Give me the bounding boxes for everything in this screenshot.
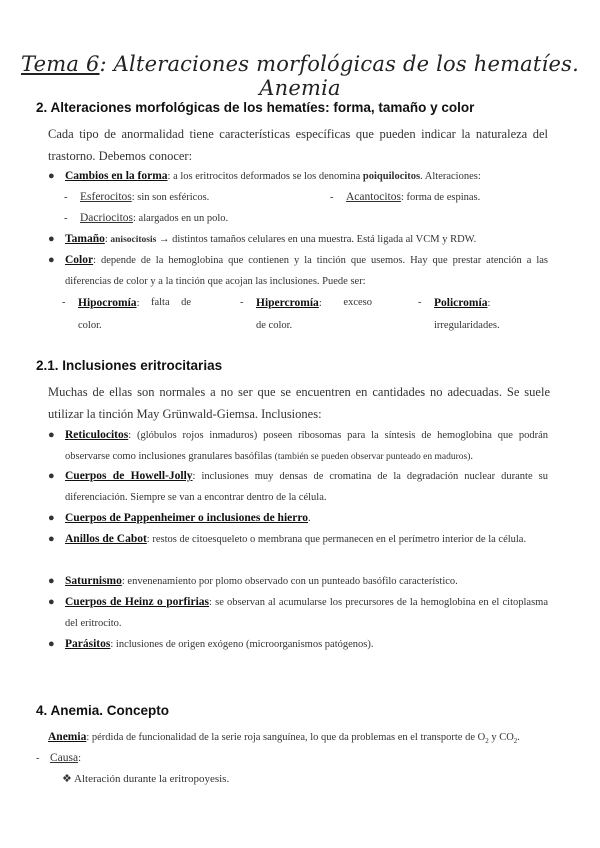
page-title (0, 52, 600, 100)
section-2-heading: 2. Alteraciones morfológicas de los hematíes: forma, tamaño y color (36, 100, 475, 115)
dash-icon: - (64, 192, 68, 203)
hipocromia-colon: : (136, 298, 140, 309)
hipocromia-cont: color. (78, 320, 102, 331)
bullet-tamano (48, 229, 548, 251)
bullet-icon: ● (48, 575, 55, 587)
tamano-text2: → distintos tamaños celulares en una muestra. Está ligada al VCM y RDW. (156, 234, 477, 245)
acantocitos-label: Acantocitos (346, 191, 401, 203)
inclusion-end: . (470, 451, 474, 462)
dash-icon: - (330, 192, 334, 203)
hipercromia-item (240, 292, 372, 337)
inclusion-item-saturnismo (48, 571, 548, 592)
inclusion-label: Reticulocitos (65, 429, 129, 441)
inclusion-label: Saturnismo (65, 575, 122, 587)
bullet-icon: ● (48, 512, 55, 524)
causa-subitem-text: Alteración durante la eritropoyesis. (74, 773, 230, 785)
policromia-item (418, 292, 544, 337)
anemia-sub1: 2 (485, 737, 489, 746)
hipercromia-label: Hipercromía (256, 297, 319, 309)
acantocitos-text: : forma de espinas. (400, 192, 481, 203)
policromia-label: Policromía (434, 297, 488, 309)
dash-icon: - (36, 753, 40, 764)
acantocitos-item (330, 187, 481, 208)
inclusion-label: Cuerpos de Heinz o porfirias (65, 596, 210, 608)
inclusion-item-reticulocitos (48, 425, 548, 468)
bullet-icon: ● (48, 533, 55, 545)
inclusion-text: : inclusiones de origen exógeno (microorganismos patógenos). (110, 639, 374, 650)
anemia-text: : pérdida de funcionalidad de la serie roja sanguínea, lo que da problemas en el transporte de O (86, 732, 486, 743)
inclusion-text: . (308, 513, 311, 524)
inclusion-label: Cuerpos de Pappenheimer o inclusiones de hierro (65, 512, 308, 524)
section-2-intro: Cada tipo de anormalidad tiene características específicas que pueden indicar la naturaleza del trastorno. Debemos conocer: (48, 127, 548, 163)
tamano-text1: : (104, 234, 111, 245)
section-2-1-heading: 2.1. Inclusiones eritrocitarias (36, 358, 223, 373)
inclusion-label: Cuerpos de Howell-Jolly (65, 470, 193, 482)
tamano-bold: anisocitosis (110, 235, 157, 245)
causa-item (36, 748, 81, 769)
bullet-icon: ● (48, 596, 55, 608)
section-2-1-intro: Muchas de ellas son normales a no ser que se encuentren en cantidades no adecuadas. Se suele utilizar la tinción May Grünwald-Giemsa. Inclusiones: (48, 385, 550, 421)
inclusion-text: : restos de citoesqueleto o membrana que permanecen en el perímetro interior de la célula. (146, 534, 527, 545)
cambios-text1: : a los eritrocitos deformados se los denomina (167, 171, 363, 182)
inclusion-item-heinz (48, 592, 549, 634)
hipercromia-cont: de color. (256, 320, 293, 331)
hipocromia-label: Hipocromía (78, 297, 137, 309)
hipocromia-w3: de (181, 297, 191, 308)
cambios-text2: . Alteraciones: (420, 171, 481, 182)
inclusion-text: : inclusiones muy densas de cromatina de la degradación nuclear durante su diferenciación. Siempre se van a encontrar dentro de la célula. (65, 471, 548, 503)
title-rest: : Alteraciones morfológicas de los hematíes. Anemia (99, 52, 579, 100)
dash-icon: - (418, 297, 422, 308)
anemia-label: Anemia (48, 731, 87, 743)
hipocromia-item (62, 292, 191, 337)
bullet-icon: ● (48, 170, 55, 182)
inclusion-text: : envenenamiento por plomo observado con un punteado basófilo característico. (121, 576, 458, 587)
color-label: Color (65, 254, 94, 266)
inclusion-note: (también se pueden observar punteado en maduros) (274, 452, 471, 462)
dash-icon: - (62, 297, 66, 308)
dacriocitos-text: : alargados en un polo. (133, 213, 229, 224)
causa-subitem (62, 769, 229, 789)
bullet-icon: ● (48, 429, 55, 441)
bullet-icon: ● (48, 233, 55, 245)
esferocitos-label: Esferocitos (80, 191, 132, 203)
inclusion-label: Parásitos (65, 638, 111, 650)
anemia-mid: y CO (488, 732, 514, 743)
hipocromia-w2: falta (150, 297, 170, 308)
causa-label: Causa (50, 752, 79, 764)
diamond-bullet-icon: ❖ (62, 773, 72, 785)
hipercromia-w2: exceso (343, 297, 372, 308)
inclusion-text: : se observan al acumularse los precursores de la hemoglobina en el citoplasma del eritrocito. (65, 597, 549, 629)
inclusion-item-pappenheimer (48, 508, 548, 529)
bullet-color (48, 250, 548, 292)
esferocitos-item (64, 187, 210, 208)
inclusion-item-parasitos (48, 634, 548, 655)
dacriocitos-label: Dacriocitos (80, 212, 134, 224)
bullet-icon: ● (48, 470, 55, 482)
esferocitos-text: : sin son esféricos. (131, 192, 210, 203)
anemia-sub2: 2 (513, 737, 518, 746)
policromia-colon: : (487, 298, 491, 309)
inclusion-item-howell-jolly (48, 466, 548, 508)
causa-colon: : (78, 753, 82, 764)
inclusion-item-cabot (48, 529, 548, 550)
bullet-icon: ● (48, 638, 55, 650)
cambios-label: Cambios en la forma (65, 170, 168, 182)
title-prefix: Tema 6 (21, 52, 100, 76)
bullet-icon: ● (48, 254, 55, 266)
bullet-cambios (48, 166, 548, 187)
inclusion-label: Anillos de Cabot (65, 533, 147, 545)
tamano-label: Tamaño (65, 233, 105, 245)
anemia-definition (48, 727, 520, 751)
color-text: : depende de la hemoglobina que contienen y la tinción que usemos. Hay que prestar atención a las diferencias de color y a la tinción que acojan las inclusiones. Puede ser: (65, 255, 548, 287)
cambios-bold: poiquilocitos (362, 171, 421, 182)
hipercromia-colon: : (318, 298, 322, 309)
inclusion-text: : (glóbulos rojos inmaduros) poseen ribosomas para la síntesis de hemoglobina que podrán observarse como inclusiones granulares basófilas (65, 430, 548, 462)
dash-icon: - (64, 213, 68, 224)
anemia-end: . (517, 732, 520, 743)
policromia-cont: irregularidades. (434, 320, 500, 331)
dash-icon: - (240, 297, 244, 308)
section-4-heading: 4. Anemia. Concepto (36, 703, 170, 718)
dacriocitos-item (64, 208, 229, 229)
